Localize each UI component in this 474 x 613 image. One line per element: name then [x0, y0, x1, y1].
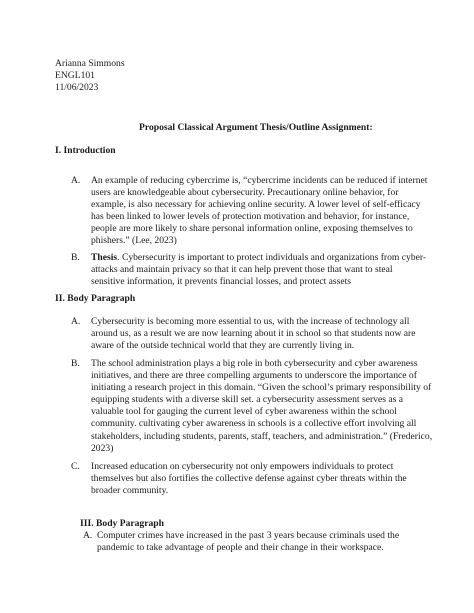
text-line: initiatives, and there are three compelling arguments to underscore the importance of: [91, 370, 417, 382]
list-item-body2-b: [91, 358, 432, 455]
text-line: phishers.” (Lee, 2023): [91, 235, 177, 247]
text-line: The school administration plays a big role in both cybersecurity and cyber awareness: [91, 358, 418, 369]
text-line: stakeholders, including students, parents, staff, teachers, and administration.” (Frederico,: [91, 430, 433, 442]
list-item-intro-a: [91, 175, 427, 248]
text-line: attacks and maintain privacy so that it can help prevent those that want to steal: [91, 264, 393, 276]
section-heading-body-2: II. Body Paragraph: [55, 293, 136, 304]
text-line: Computer crimes have increased in the past 3 years because criminals used the: [97, 530, 400, 541]
list-item-body2-a: [91, 316, 416, 352]
date: 11/06/2023: [55, 82, 99, 93]
list-item-label: A.: [71, 316, 81, 327]
text-line: around us, as a result we are now learning about it in school so that students now are: [91, 328, 416, 340]
list-item-body3-a: [97, 530, 399, 554]
section-heading-body-3: III. Body Paragraph: [80, 518, 164, 529]
text-line: [91, 252, 426, 264]
text-line: community. cultivating cyber awareness in schools is a collective effort involving all: [91, 418, 417, 430]
text-line: broader community.: [91, 485, 169, 497]
text-line: example, is also necessary for achieving online security. A lower level of self-efficacy: [91, 199, 421, 211]
text-line: initiating a research project in this domain. “Given the school’s primary responsibility of: [91, 382, 432, 394]
author-name: Arianna Simmons: [55, 58, 125, 69]
section-heading-introduction: I. Introduction: [55, 145, 116, 156]
text-line: themselves but also fortifies the collective defense against cyber threats within the: [91, 473, 407, 485]
thesis-text: . Cybersecurity is important to protect individuals and organizations from cyber-: [117, 252, 427, 263]
text-line: users are knowledgeable about cybersecurity. Precautionary online behavior, for: [91, 187, 399, 199]
course-code: ENGL101: [55, 70, 95, 81]
text-line: 2023): [91, 442, 114, 454]
thesis-label: Thesis: [91, 252, 118, 263]
list-item-label: B.: [71, 252, 80, 263]
text-line: pandemic to take advantage of people and their change in their workspace.: [97, 542, 384, 554]
list-item-label: C.: [71, 461, 80, 472]
text-line: aware of the outside technical world that they are currently living in.: [91, 340, 355, 352]
text-line: has been linked to lower levels of protection motivation and behavior, for instance,: [91, 211, 410, 223]
list-item-label: A.: [83, 530, 93, 541]
text-line: equipping students with a diverse skill set. a cybersecurity assessment serves as a: [91, 394, 403, 406]
text-line: An example of reducing cybercrime is, “cybercrime incidents can be reduced if internet: [91, 175, 428, 186]
list-item-intro-b: [91, 252, 426, 288]
text-line: valuable tool for gauging the current level of cyber awareness within the school: [91, 406, 397, 418]
document-title: Proposal Classical Argument Thesis/Outline Assignment:: [139, 122, 373, 133]
text-line: people are more likely to share personal information online, exposing themselves to: [91, 223, 413, 235]
list-item-label: B.: [71, 358, 80, 369]
list-item-label: A.: [71, 175, 81, 186]
list-item-body2-c: [91, 461, 407, 497]
text-line: Cybersecurity is becoming more essential to us, with the increase of technology all: [91, 316, 410, 327]
text-line: sensitive information, it prevents financial losses, and protect assets: [91, 276, 352, 288]
text-line: Increased education on cybersecurity not only empowers individuals to protect: [91, 461, 394, 472]
